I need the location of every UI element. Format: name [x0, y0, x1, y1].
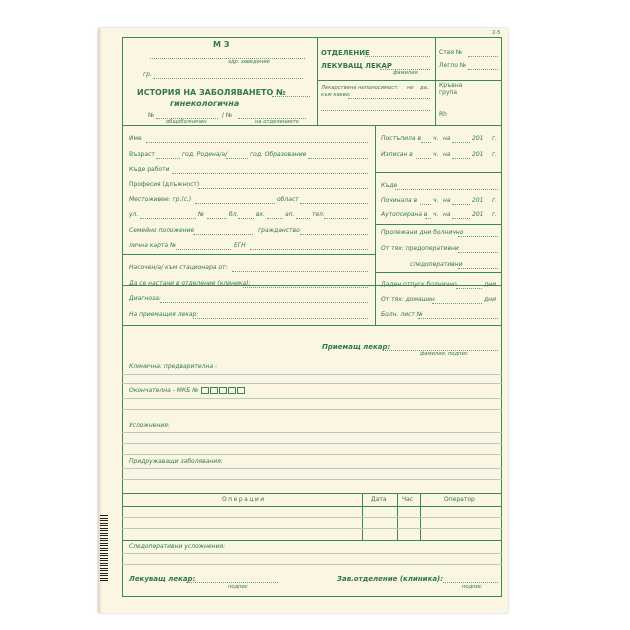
otdelenie-line	[365, 56, 430, 57]
grazhdanstvo-line	[300, 234, 368, 235]
autopsirana-label: Аутопсирана в	[381, 211, 428, 218]
staya-line	[468, 56, 498, 57]
fill-line-2	[122, 383, 502, 384]
ap-line	[296, 218, 310, 219]
izpisan-hour-line	[416, 158, 431, 159]
da-label: да,	[420, 85, 429, 91]
na-otdelenieto-caption: на отделението	[255, 119, 299, 125]
ops-header-data: Дата	[371, 496, 387, 503]
daden-otpusk-line	[456, 288, 482, 289]
profesia-line	[198, 188, 368, 189]
izpisan-label: Изписан в	[381, 151, 413, 158]
referral-bottom-line	[122, 325, 502, 326]
ops-header-operator: Оператор	[444, 496, 475, 503]
grazhdanstvo-label: гражданство	[258, 227, 300, 234]
postapila-label: Постъпила в	[381, 135, 421, 142]
vh-line	[267, 218, 283, 219]
sledoperativni-line	[458, 268, 498, 269]
mkb-box-4[interactable]	[228, 387, 236, 394]
krvna-label: Кръвна	[439, 82, 463, 89]
postapila-na: на	[443, 135, 451, 142]
pridruzhavashti-label: Придружаващи заболявания:	[129, 458, 223, 465]
daden-otpusk-dni: дни	[484, 281, 496, 288]
daden-otpusk-label: Даден отпуск болнично	[381, 281, 457, 288]
right-hline-1	[375, 172, 502, 173]
postapila-year: 201	[472, 135, 484, 142]
vazrast-label: Възраст	[129, 151, 155, 158]
ot-tyah-domashen-label: От тях: домашен	[381, 296, 435, 303]
header-divider	[317, 37, 318, 125]
klinichna-label: Клинична: предварителна -	[129, 363, 218, 370]
postapila-g: г.	[492, 135, 498, 142]
barcode	[100, 515, 108, 583]
oblast-label: област	[277, 196, 299, 203]
izpisan-ch: ч.	[433, 151, 439, 158]
domashen-dni: дни	[484, 296, 496, 303]
footer-zav-line	[443, 582, 498, 583]
header-divider-2	[435, 37, 436, 125]
otdelenie-label: ОТДЕЛЕНИЕ	[321, 49, 370, 57]
gr-line	[153, 78, 303, 79]
izpisan-year: 201	[472, 151, 484, 158]
fill-line-6	[122, 443, 502, 444]
leglo-line	[468, 69, 498, 70]
leglo-label: Легло №	[439, 62, 467, 69]
na-priemashtia-line	[193, 318, 368, 319]
diagnoza-line	[160, 302, 368, 303]
staya-label: Стая №	[439, 49, 463, 56]
pochinala-g: г.	[492, 197, 498, 204]
domashen-line	[432, 303, 482, 304]
prolezhani-label: Пролежани дни болнично	[381, 229, 464, 236]
izpisan-g: г.	[492, 151, 498, 158]
vazrast-line	[156, 158, 180, 159]
kade-line	[395, 189, 498, 190]
fill-line-1	[122, 374, 502, 375]
mestozhivee-label: Местоживее: гр.(с.)	[129, 196, 192, 203]
egn-label: ЕГН	[234, 242, 246, 249]
mkb-box-3[interactable]	[219, 387, 227, 394]
pochinala-date-line	[452, 204, 470, 205]
rh-label: Rh	[439, 111, 447, 118]
autopsirana-na: на	[443, 211, 451, 218]
fill-line-9	[122, 479, 502, 480]
izpisan-na: на	[443, 151, 451, 158]
ul-label: ул.	[129, 211, 139, 218]
kam-kakvo-line-2	[321, 110, 430, 111]
mkb-box-2[interactable]	[210, 387, 218, 394]
na-priemashtia-label: На приемащия лекар:	[129, 311, 199, 318]
oblast-line	[300, 203, 368, 204]
lichna-karta-line	[176, 249, 231, 250]
obrazovanie-line	[308, 158, 368, 159]
autopsirana-date-line	[452, 218, 470, 219]
fill-line-8	[122, 468, 502, 469]
mestozhivee-line	[195, 203, 275, 204]
ime-line	[146, 142, 368, 143]
uslozhnenia-label: Усложнения:	[129, 422, 170, 429]
title-num-line	[272, 96, 310, 97]
bl-line	[238, 218, 254, 219]
ops-row-2	[122, 528, 502, 529]
fill-line-7	[122, 454, 502, 455]
pochinala-hour-line	[420, 204, 431, 205]
tel-line	[324, 218, 368, 219]
predoperativni-line	[458, 252, 498, 253]
sledoperativni-label: следоперативни	[410, 261, 463, 268]
footer-podpis2-caption: подпис	[462, 584, 482, 590]
ap-label: ап.	[285, 211, 295, 218]
mkb-box-5[interactable]	[237, 387, 245, 394]
patient-divider	[375, 125, 376, 285]
footer-zav-otdelenie-label: Зав.отделение (клиника):	[337, 575, 444, 583]
header-hline	[317, 80, 502, 81]
footer-podpis-caption: подпис	[228, 584, 248, 590]
semeyno-line	[193, 234, 253, 235]
prolezhani-line	[458, 236, 498, 237]
da-se-nastani-line	[243, 287, 368, 288]
form-subtitle: гинекологична	[170, 99, 240, 108]
slash-num: / №	[222, 112, 233, 119]
nasochen-label: Насочен/а/ към стационара от:	[129, 264, 228, 271]
priemasht-lekar-label: Приемащ лекар:	[322, 343, 391, 351]
lekuvasht-lekar-label: ЛЕКУВАЩ ЛЕКАР	[321, 62, 393, 70]
fill-line-3	[122, 398, 502, 399]
kade-raboti-line	[172, 173, 368, 174]
tel-label: тел.	[312, 211, 325, 218]
da-se-nastani-label: Да се настани в отделение (клиника):	[129, 280, 251, 287]
postapila-date-line	[452, 142, 470, 143]
autopsirana-g: г.	[492, 211, 498, 218]
postapila-hour-line	[421, 142, 431, 143]
num-mark: №	[148, 112, 155, 119]
referral-divider	[375, 285, 376, 325]
familia-caption: фамилия	[393, 70, 418, 76]
rodena-line	[226, 158, 248, 159]
postapila-ch: ч.	[433, 135, 439, 142]
nasochen-line	[232, 271, 368, 272]
god-obrazovanie-label: год. Образование	[250, 151, 307, 158]
fill-line-5	[122, 432, 502, 433]
autopsirana-ch: ч.	[433, 211, 439, 218]
no-line	[207, 218, 227, 219]
autopsirana-year: 201	[472, 211, 484, 218]
ops-row-1	[122, 517, 502, 518]
no-label: №	[198, 211, 205, 218]
ops-header-chas: Час	[402, 496, 414, 503]
egn-line	[250, 249, 368, 250]
pochinala-ch: ч.	[433, 197, 439, 204]
boln-list-label: Болн. лист №	[381, 311, 424, 318]
right-hline-2	[375, 224, 502, 225]
ops-top-line	[122, 493, 502, 494]
ops-bottom-line	[122, 540, 502, 541]
kade-raboti-label: Къде работи	[129, 166, 170, 173]
grupa-label: група	[439, 89, 458, 96]
lichna-karta-label: лична карта №	[129, 242, 177, 249]
form-title: ИСТОРИЯ НА ЗАБОЛЯВАНЕТО №	[137, 88, 286, 97]
boln-list-line	[418, 318, 498, 319]
kade-label: Къде	[381, 182, 398, 189]
pochinala-na: на	[443, 197, 451, 204]
semeyno-label: Семейно положение	[129, 227, 195, 234]
sledoperativni-uslozhnenia-label: Следоперативни усложнения:	[129, 543, 226, 550]
ops-header-operacii: Операции	[222, 496, 266, 503]
gr-label: гр.	[143, 71, 152, 78]
lekarstvena-label: Лекарствена непоносимост:	[321, 85, 399, 91]
ul-line	[140, 218, 196, 219]
ot-tyah-predoperativni-label: От тях: предоперативни	[381, 245, 459, 252]
autopsirana-hour-line	[425, 218, 431, 219]
mkb-box-1[interactable]	[201, 387, 209, 394]
fill-line-10	[122, 553, 502, 554]
kam-kakvo-label: към какво:	[321, 92, 351, 98]
ime-label: Име	[129, 135, 142, 142]
footer-lekuvasht-lekar-label: Лекуващ лекар:	[129, 575, 196, 583]
familia-podpis-caption: фамилия, подпис	[420, 351, 468, 357]
zdr-zavedenie-caption: здр. заведение	[228, 59, 270, 65]
vh-label: вх.	[256, 211, 265, 218]
obshtobolnichen-caption: общоболничен	[166, 119, 207, 125]
footer-lekar-line	[186, 582, 278, 583]
pochinala-label: Починала в	[381, 197, 418, 204]
diagnoza-label: Диагноза:	[129, 295, 161, 302]
profesia-label: Професия (длъжност)	[129, 181, 200, 188]
fill-line-11	[122, 564, 502, 565]
ops-header-line	[122, 506, 502, 507]
right-hline-3	[375, 272, 502, 273]
kam-kakvo-line	[348, 98, 430, 99]
pochinala-year: 201	[472, 197, 484, 204]
okonchatelna-label: Окончателна - МКБ №	[129, 387, 199, 394]
ne-label: не	[407, 85, 414, 91]
izpisan-date-line	[452, 158, 470, 159]
page-number: 2-5	[492, 30, 501, 36]
patient-mid-line	[122, 254, 375, 255]
mz-label: М З	[213, 40, 230, 49]
fill-line-4	[122, 409, 502, 410]
god-rodena-label: год. Родена/а/	[182, 151, 228, 158]
bl-label: бл.	[229, 211, 239, 218]
